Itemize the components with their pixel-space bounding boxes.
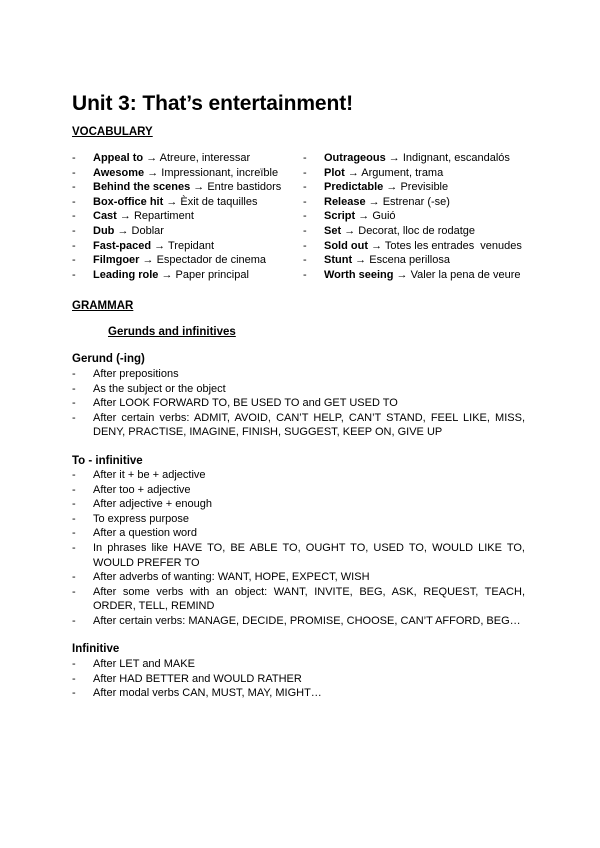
vocab-item: - Predictable → Previsible bbox=[303, 181, 449, 194]
vocab-item: - Leading role → Paper principal bbox=[72, 268, 249, 281]
list-item: - After LOOK FORWARD TO, BE USED TO and GET USED TO bbox=[72, 397, 398, 410]
list-item: - To express purpose bbox=[72, 512, 189, 525]
page-title: Unit 3: That’s entertainment! bbox=[72, 92, 354, 115]
list-item: - After prepositions bbox=[72, 368, 179, 380]
vocab-item: - Release → Estrenar (-se) bbox=[303, 195, 450, 208]
infinitive-title: Infinitive bbox=[72, 643, 120, 655]
vocab-item: - Sold out → Totes les entrades venudes bbox=[303, 239, 522, 252]
list-item: - As the subject or the object bbox=[72, 382, 226, 395]
list-item: - After a question word bbox=[72, 527, 197, 540]
list-item: - After some verbs with an object: WANT, INVITE, BEG, ASK, REQUEST, TEACH, ORDER, TELL, REMIND bbox=[72, 585, 525, 613]
to-infinitive-list bbox=[72, 468, 525, 629]
list-item: - After certain verbs: MANAGE, DECIDE, PROMISE, CHOOSE, CAN’T AFFORD, BEG… bbox=[72, 614, 521, 627]
gerund-title: Gerund (-ing) bbox=[72, 353, 145, 365]
vocab-item: - Worth seeing → Valer la pena de veure bbox=[303, 268, 521, 281]
vocab-item: - Outrageous → Indignant, escandalós bbox=[303, 152, 510, 164]
list-item: - After LET and MAKE bbox=[72, 658, 195, 670]
grammar-heading: GRAMMAR bbox=[72, 300, 134, 312]
vocabulary-list-left bbox=[72, 151, 282, 282]
vocabulary-heading: VOCABULARY bbox=[72, 126, 153, 138]
to-infinitive-title: To - infinitive bbox=[72, 455, 143, 467]
vocab-item: - Awesome → Impressionant, increïble bbox=[72, 166, 279, 179]
vocab-item: - Appeal to → Atreure, interessar bbox=[72, 152, 251, 164]
vocab-item: - Set → Decorat, lloc de rodatge bbox=[303, 224, 476, 237]
vocab-item: - Behind the scenes → Entre bastidors bbox=[72, 181, 282, 194]
list-item: - After adjective + enough bbox=[72, 498, 212, 511]
list-item: - After adverbs of wanting: WANT, HOPE, EXPECT, WISH bbox=[72, 571, 370, 584]
vocabulary-list-right bbox=[303, 151, 522, 282]
gerunds-infinitives-subheading: Gerunds and infinitives bbox=[108, 326, 236, 338]
gerund-list bbox=[72, 367, 525, 440]
list-item: - After modal verbs CAN, MUST, MAY, MIGHT… bbox=[72, 687, 322, 700]
list-item: - After certain verbs: ADMIT, AVOID, CAN’T HELP, CAN’T STAND, FEEL LIKE, MISS, DENY, PRACTISE, IMAGINE, FINISH, SUGGEST, KEEP ON, GIVE UP bbox=[72, 411, 525, 439]
vocab-item: - Box-office hit → Èxit de taquilles bbox=[72, 195, 258, 208]
vocab-item: - Script → Guió bbox=[303, 210, 396, 223]
vocab-item: - Plot → Argument, trama bbox=[303, 166, 444, 179]
list-item: - After too + adjective bbox=[72, 483, 191, 496]
vocab-item: - Fast-paced → Trepidant bbox=[72, 239, 215, 252]
list-item: - In phrases like HAVE TO, BE ABLE TO, OUGHT TO, USED TO, WOULD LIKE TO, WOULD PREFER TO bbox=[72, 541, 525, 569]
vocab-item: - Filmgoer → Espectador de cinema bbox=[72, 254, 267, 267]
infinitive-list bbox=[72, 657, 525, 701]
vocab-item: - Cast → Repartiment bbox=[72, 210, 194, 223]
list-item: - After HAD BETTER and WOULD RATHER bbox=[72, 672, 302, 685]
vocab-item: - Stunt → Escena perillosa bbox=[303, 254, 450, 267]
vocab-item: - Dub → Doblar bbox=[72, 224, 164, 237]
list-item: - After it + be + adjective bbox=[72, 469, 206, 481]
